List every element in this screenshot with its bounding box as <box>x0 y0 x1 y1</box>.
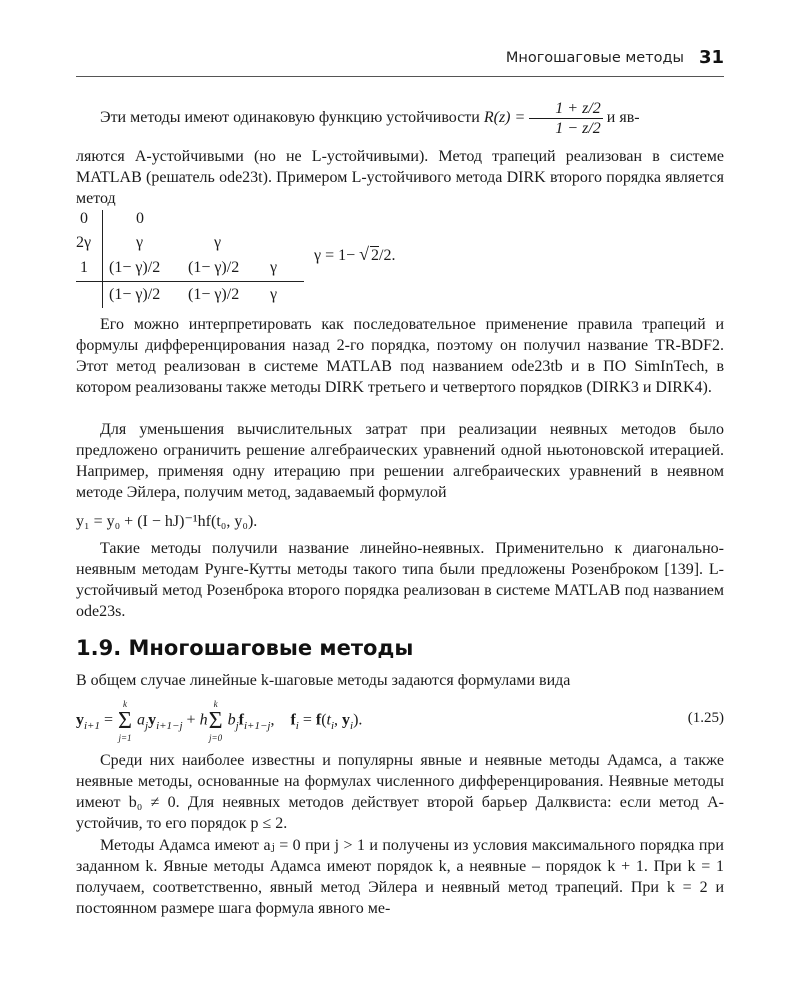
tableau-a: γ <box>270 259 278 276</box>
header-rule <box>76 76 724 77</box>
paragraph-k-step: В общем случае линейные k-шаговые методы задаются формулами вида <box>76 672 571 689</box>
tableau-a: (1− γ)/2 <box>188 259 240 276</box>
tableau-c: 2γ <box>76 234 92 251</box>
formula-euler <box>76 511 724 532</box>
tableau-a: γ <box>136 234 144 251</box>
running-title: Многошаговые методы <box>505 50 684 66</box>
formula-euler-text: y₁ = y₀ + (I − hJ)⁻¹hf(t₀, y₀). <box>76 513 258 530</box>
tableau-a: 0 <box>136 210 144 227</box>
gamma-definition <box>314 244 395 265</box>
paragraph-stability <box>76 97 724 139</box>
tableau-a: (1− γ)/2 <box>109 259 161 276</box>
tableau-b: (1− γ)/2 <box>109 286 161 303</box>
tableau-c: 0 <box>80 210 88 227</box>
stability-lhs: R(z) = <box>483 109 530 126</box>
stability-text-before: Эти методы имеют одинаковую функцию устойчивости <box>100 109 484 126</box>
gamma-lhs: γ = 1− <box>314 247 360 264</box>
paragraph-rosenbrock: Такие методы получили название линейно-неявных. Применительно к диагонально-неявным методам Рунге-Кутты методы такого типа были предложены Розенброком [139]. L-устойчивый метод Розенброка второго порядка реализован в системе MATLAB под названием ode23s. <box>76 540 724 620</box>
paragraph-a-stable: ляются A-устойчивыми (но не L-устойчивыми). Метод трапеций реализован в системе MATLAB (решатель ode23t). Примером L-устойчивого метода DIRK второго порядка является метод <box>76 148 724 207</box>
sqrt-icon: √ <box>359 244 370 264</box>
tableau-b: (1− γ)/2 <box>188 286 240 303</box>
equation-number: (1.25) <box>687 710 724 726</box>
tableau-c: 1 <box>80 259 88 276</box>
tableau-horizontal-rule <box>76 281 304 282</box>
tableau-vertical-rule <box>102 210 103 308</box>
paragraph-tr-bdf2: Его можно интерпретировать как последовательное применение правила трапеций и формулы дифференцирования назад 2-го порядка, поэтому он получил название TR-BDF2. Этот метод реализован в системе MATLAB под названием ode23tb и в ПО SimInTech, в котором реализованы также методы DIRK третьего и четвертого порядков (DIRK3 и DIRK4). <box>76 316 724 396</box>
gamma-rhs: /2. <box>379 247 396 264</box>
running-header <box>76 47 724 72</box>
paragraph-adams-intro: Среди них наиболее известны и популярны явные и неявные методы Адамса, а также неявные методы, основанные на формулах численного дифференцирования. Неявные методы имеют b₀ ≠ 0. Для неявных методов действует второй барьер Далквиста: если метод A-устойчив, то его порядок p ≤ 2. <box>76 752 724 832</box>
stability-denominator: 1 − z/2 <box>555 119 601 137</box>
gamma-sqrt: 2 <box>371 247 380 264</box>
paragraph-linearly-implicit: Для уменьшения вычислительных затрат при реализации неявных методов было предложено ограничить решение алгебраических уравнений одной ньютоновской итерацией. Например, применяя одну итерацию при решении алгебраических уравнений в неявном методе Эйлера, получим метод, задаваемый формулой <box>76 421 724 501</box>
formula-multistep <box>76 700 724 744</box>
tableau-a: γ <box>214 234 222 251</box>
tableau-b: γ <box>270 286 278 303</box>
stability-numerator: 1 + z/2 <box>529 99 602 119</box>
sum-operator: k Σ j=0 <box>208 699 223 743</box>
stability-fraction <box>529 99 602 138</box>
sum-operator: k Σ j=1 <box>118 699 132 743</box>
formula-multistep-body: $y_{i+1}$ = k Σ j=1 $a_jy_{i+1-j} + h$ k Σ j=0 $b_jf_{i+1-j}$, $f_i = f(t_i$, $y_i$). <box>76 699 363 743</box>
stability-text-after: и яв- <box>602 109 640 126</box>
paragraph-adams-order: Методы Адамса имеют aⱼ = 0 при j > 1 и получены из условия максимального порядка при заданном k. Явные методы Адамса имеют порядок k, а неявные – порядок k + 1. При k = 1 получаем, соответственно, явный метод Эйлера и неявный метод трапеций. При k = 2 и постоянном размере шага формула явного ме- <box>76 837 724 917</box>
page-number: 31 <box>698 47 724 68</box>
butcher-tableau <box>76 208 306 308</box>
section-heading: 1.9. Многошаговые методы <box>76 636 414 660</box>
